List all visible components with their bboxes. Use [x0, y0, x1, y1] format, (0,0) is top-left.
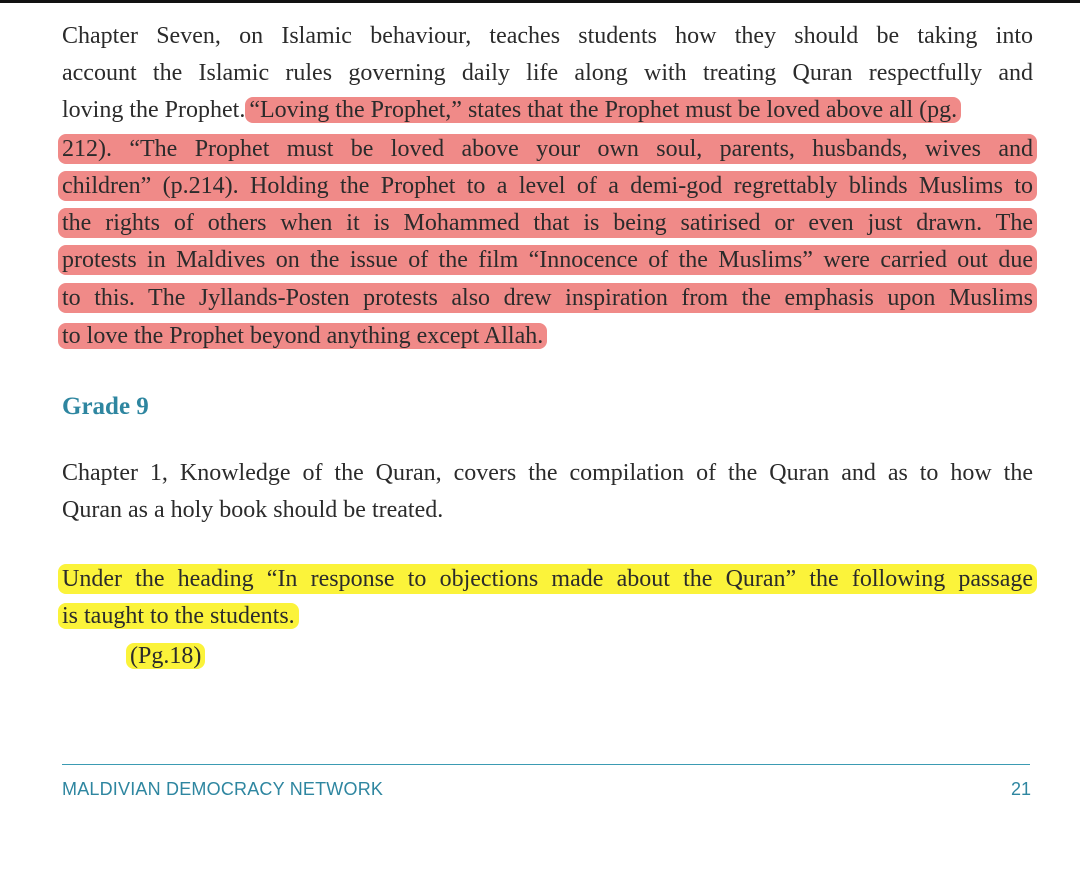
paragraph1-line6 — [62, 208, 1037, 238]
section-heading: Grade 9 — [62, 393, 149, 420]
footer-divider — [62, 764, 1030, 765]
paragraph1-line9 — [62, 321, 547, 351]
top-border — [0, 0, 1080, 3]
paragraph2-line1: Chapter 1, Knowledge of the Quran, covers the compilation of the Quran and as to how the — [62, 460, 1033, 486]
page-number: 21 — [1010, 779, 1031, 799]
paragraph1-line3 — [62, 95, 961, 125]
highlight-red-line6: the rights of others when it is Mohammed that is being satirised or even just drawn. The — [58, 208, 1037, 238]
paragraph2-line2: Quran as a holy book should be treated. — [62, 497, 444, 523]
footer-organization: MALDIVIAN DEMOCRACY NETWORK — [62, 779, 384, 799]
paragraph1-line2: account the Islamic rules governing daily life along with treating Quran respectfully and — [62, 60, 1033, 86]
highlight-red-line5: children” (p.214). Holding the Prophet to a level of a demi-god regrettably blinds Muslims to — [58, 171, 1037, 201]
paragraph1-line7 — [62, 245, 1037, 275]
highlight-red-start: “Loving the Prophet,” states that the Prophet must be loved above all (pg. — [245, 97, 961, 123]
paragraph1-line3-plain: loving the Prophet. — [62, 97, 246, 123]
highlight-red-line7: protests in Maldives on the issue of the film “Innocence of the Muslims” were carried out due — [58, 245, 1037, 275]
highlight-red-line4: 212). “The Prophet must be loved above your own soul, parents, husbands, wives and — [58, 134, 1037, 164]
paragraph3-reference — [130, 641, 205, 671]
paragraph1-line1: Chapter Seven, on Islamic behaviour, teaches students how they should be taking into — [62, 23, 1033, 49]
paragraph1-line8 — [62, 283, 1037, 313]
highlight-yellow-reference: (Pg.18) — [126, 643, 205, 669]
paragraph3-line1 — [62, 564, 1037, 594]
highlight-yellow-line1: Under the heading “In response to objections made about the Quran” the following passage — [58, 564, 1037, 594]
highlight-red-line9: to love the Prophet beyond anything except Allah. — [58, 323, 547, 349]
highlight-yellow-line2: is taught to the students. — [58, 603, 299, 629]
highlight-red-line8: to this. The Jyllands-Posten protests also drew inspiration from the emphasis upon Muslims — [58, 283, 1037, 313]
paragraph1-line4 — [62, 134, 1037, 164]
paragraph1-line5 — [62, 171, 1037, 201]
paragraph3-line2 — [62, 601, 299, 631]
